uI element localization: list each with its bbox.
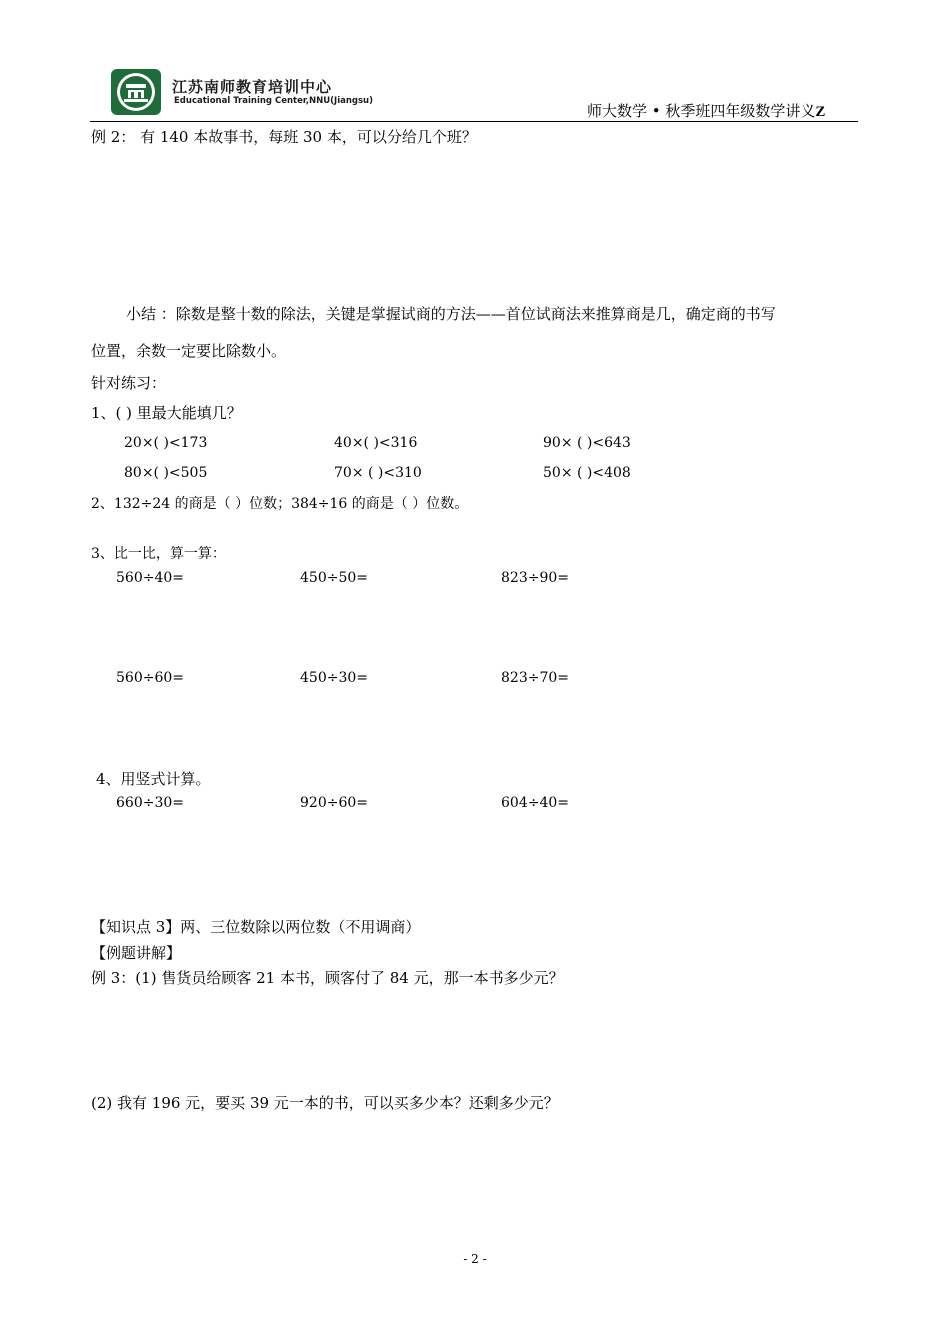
question-4-title: 4、用竖式计算。 [96,770,211,788]
knowledge-point-3: 【知识点 3】两、三位数除以两位数（不用调商） [91,918,421,936]
question-4-item: 660÷30= [116,795,184,811]
question-1-title: 1、( ) 里最大能填几？ [91,404,242,422]
question-1-item: 70× ( )<310 [334,465,422,481]
question-1-item: 40×( )<316 [334,435,418,451]
organization-logo [110,68,162,116]
practice-heading: 针对练习： [91,374,167,392]
question-3-item: 560÷60= [116,670,184,686]
summary-line-2: 位置，余数一定要比除数小。 [91,342,287,360]
question-1-item: 80×( )<505 [124,465,208,481]
example-2: 例 2： 有 140 本故事书，每班 30 本，可以分给几个班？ [91,128,477,146]
question-1-item: 90× ( )<643 [543,435,631,451]
course-code: Z [815,104,826,120]
question-1-item: 20×( )<173 [124,435,208,451]
summary-line-1: 小结 ：除数是整十数的除法，关键是掌握试商的方法——首位试商法来推算商是几，确定商的书写 [126,305,776,323]
example-3-part-1: 例 3：(1) 售货员给顾客 21 本书，顾客付了 84 元，那一本书多少元？ [91,969,564,987]
question-4-item: 920÷60= [300,795,368,811]
course-title [587,100,825,121]
question-3-item: 560÷40= [116,570,184,586]
examples-heading: 【例题讲解】 [91,944,182,962]
question-3-item: 823÷90= [501,570,569,586]
course-title-text: 师大数学 • 秋季班四年级数学讲义 [587,102,816,120]
organization-name-cn: 江苏南师教育培训中心 [172,78,333,96]
question-1-item: 50× ( )<408 [543,465,631,481]
organization-name-en: Educational Training Center,NNU(Jiangsu) [174,96,373,106]
example-3-part-2: (2) 我有 196 元，要买 39 元一本的书，可以买多少本？还剩多少元？ [91,1094,559,1112]
question-3-item: 450÷30= [300,670,368,686]
question-4-item: 604÷40= [501,795,569,811]
question-3-item: 450÷50= [300,570,368,586]
question-3-item: 823÷70= [501,670,569,686]
header-divider [90,121,858,122]
question-3-title: 3、比一比，算一算： [91,546,226,562]
page-number: - 2 - [463,1252,487,1266]
question-2: 2、132÷24 的商是（ ）位数；384÷16 的商是（ ）位数。 [91,496,469,512]
